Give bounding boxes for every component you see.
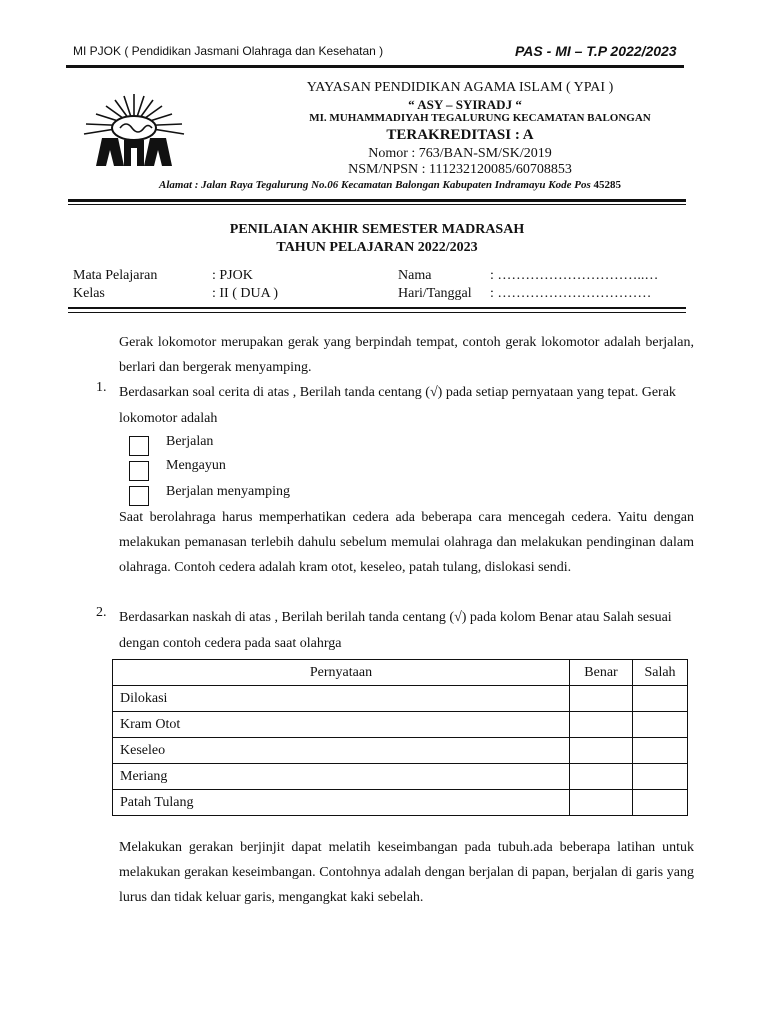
class-label: Kelas	[73, 286, 105, 301]
statement-cell: Keseleo	[113, 738, 570, 764]
accreditation: TERAKREDITASI : A	[386, 127, 534, 143]
option-label: Berjalan	[166, 434, 214, 449]
table-row	[113, 790, 688, 816]
statement-cell: Patah Tulang	[113, 790, 570, 816]
intro-paragraph-2: Saat berolahraga harus memperhatikan cedera ada beberapa cara mencegah cedera. Yaitu dengan melakukan pemanasan terlebih dahulu sebelum memulai olahraga dan melakukan pendinginan dalam olahraga. Contoh cedera adalah kram otot, keseleo, patah tulang, dislokasi sendi.	[119, 510, 694, 575]
header-false: Salah	[633, 660, 688, 686]
option-checkbox[interactable]	[129, 436, 149, 456]
true-cell[interactable]	[570, 738, 633, 764]
info-divider-thick	[68, 307, 686, 309]
date-field[interactable]: : ……………………………	[490, 286, 652, 301]
false-cell[interactable]	[633, 686, 688, 712]
option-label: Berjalan menyamping	[166, 484, 291, 499]
exam-year: TAHUN PELAJARAN 2022/2023	[276, 240, 478, 255]
school-name: MI. MUHAMMADIYAH TEGALURUNG KECAMATAN BALONGAN	[309, 112, 651, 124]
option-checkbox[interactable]	[129, 486, 149, 506]
table-row	[113, 738, 688, 764]
foundation-title: “ ASY – SYIRADJ “	[408, 97, 522, 112]
accreditation-number: Nomor : 763/BAN-SM/SK/2019	[368, 146, 552, 161]
page-header-exam-code: PAS - MI – T.P 2022/2023	[515, 43, 677, 59]
school-logo-emblem	[80, 92, 188, 168]
table-row	[113, 686, 688, 712]
intro-paragraph-1: Gerak lokomotor merupakan gerak yang berpindah tempat, contoh gerak lokomotor adalah berjalan, berlari dan bergerak menyamping.	[119, 335, 694, 375]
false-cell[interactable]	[633, 712, 688, 738]
option-checkbox[interactable]	[129, 461, 149, 481]
class-value: : II ( DUA )	[212, 286, 279, 301]
subject-label: Mata Pelajaran	[73, 268, 158, 283]
question-2-number: 2.	[96, 605, 107, 620]
foundation-name: YAYASAN PENDIDIKAN AGAMA ISLAM ( YPAI )	[306, 80, 614, 95]
true-cell[interactable]	[570, 790, 633, 816]
option-label: Mengayun	[166, 458, 226, 473]
header-statement: Pernyataan	[113, 660, 570, 686]
nsm-npsn: NSM/NPSN : 111232120085/60708853	[348, 162, 572, 177]
school-address	[100, 179, 680, 191]
table-row	[113, 764, 688, 790]
postal-code: 45285	[593, 179, 621, 191]
info-divider-thin	[68, 312, 686, 313]
table-row	[113, 712, 688, 738]
false-cell[interactable]	[633, 790, 688, 816]
false-cell[interactable]	[633, 738, 688, 764]
false-cell[interactable]	[633, 764, 688, 790]
letterhead-divider-thick	[68, 199, 686, 202]
intro-paragraph-3: Melakukan gerakan berjinjit dapat melatih keseimbangan pada tubuh.ada beberapa latihan untuk melakukan gerakan keseimbangan. Contohnya adalah dengan berjalan di papan, berjalan di garis yang lurus dan tidak keluar garis, mengangkat kaki sebelah.	[119, 840, 694, 905]
letterhead-divider-thin	[68, 204, 686, 205]
answer-table	[112, 659, 688, 816]
true-cell[interactable]	[570, 712, 633, 738]
header-true: Benar	[570, 660, 633, 686]
true-cell[interactable]	[570, 686, 633, 712]
header-divider	[66, 65, 684, 68]
table-header-row	[113, 660, 688, 686]
page-header-subject: MI PJOK ( Pendidikan Jasmani Olahraga dan Kesehatan )	[73, 44, 384, 58]
statement-cell: Meriang	[113, 764, 570, 790]
date-label: Hari/Tanggal	[398, 286, 472, 301]
address-text: Alamat : Jalan Raya Tegalurung No.06 Kecamatan Balongan Kabupaten Indramayu Kode Pos	[159, 179, 594, 191]
true-cell[interactable]	[570, 764, 633, 790]
question-2-text: Berdasarkan naskah di atas , Berilah berilah tanda centang (√) pada kolom Benar atau Salah sesuai dengan contoh cedera pada saat olahrga	[119, 610, 672, 651]
subject-value: : PJOK	[212, 268, 253, 283]
student-name-label: Nama	[398, 268, 432, 283]
statement-cell: Kram Otot	[113, 712, 570, 738]
question-1-number: 1.	[96, 380, 107, 395]
student-name-field[interactable]: : …………………………..…	[490, 268, 659, 283]
question-1-text: Berdasarkan soal cerita di atas , Berilah tanda centang (√) pada setiap pernyataan yang tepat. Gerak lokomotor adalah	[119, 385, 676, 426]
exam-title: PENILAIAN AKHIR SEMESTER MADRASAH	[229, 222, 525, 237]
statement-cell: Dilokasi	[113, 686, 570, 712]
